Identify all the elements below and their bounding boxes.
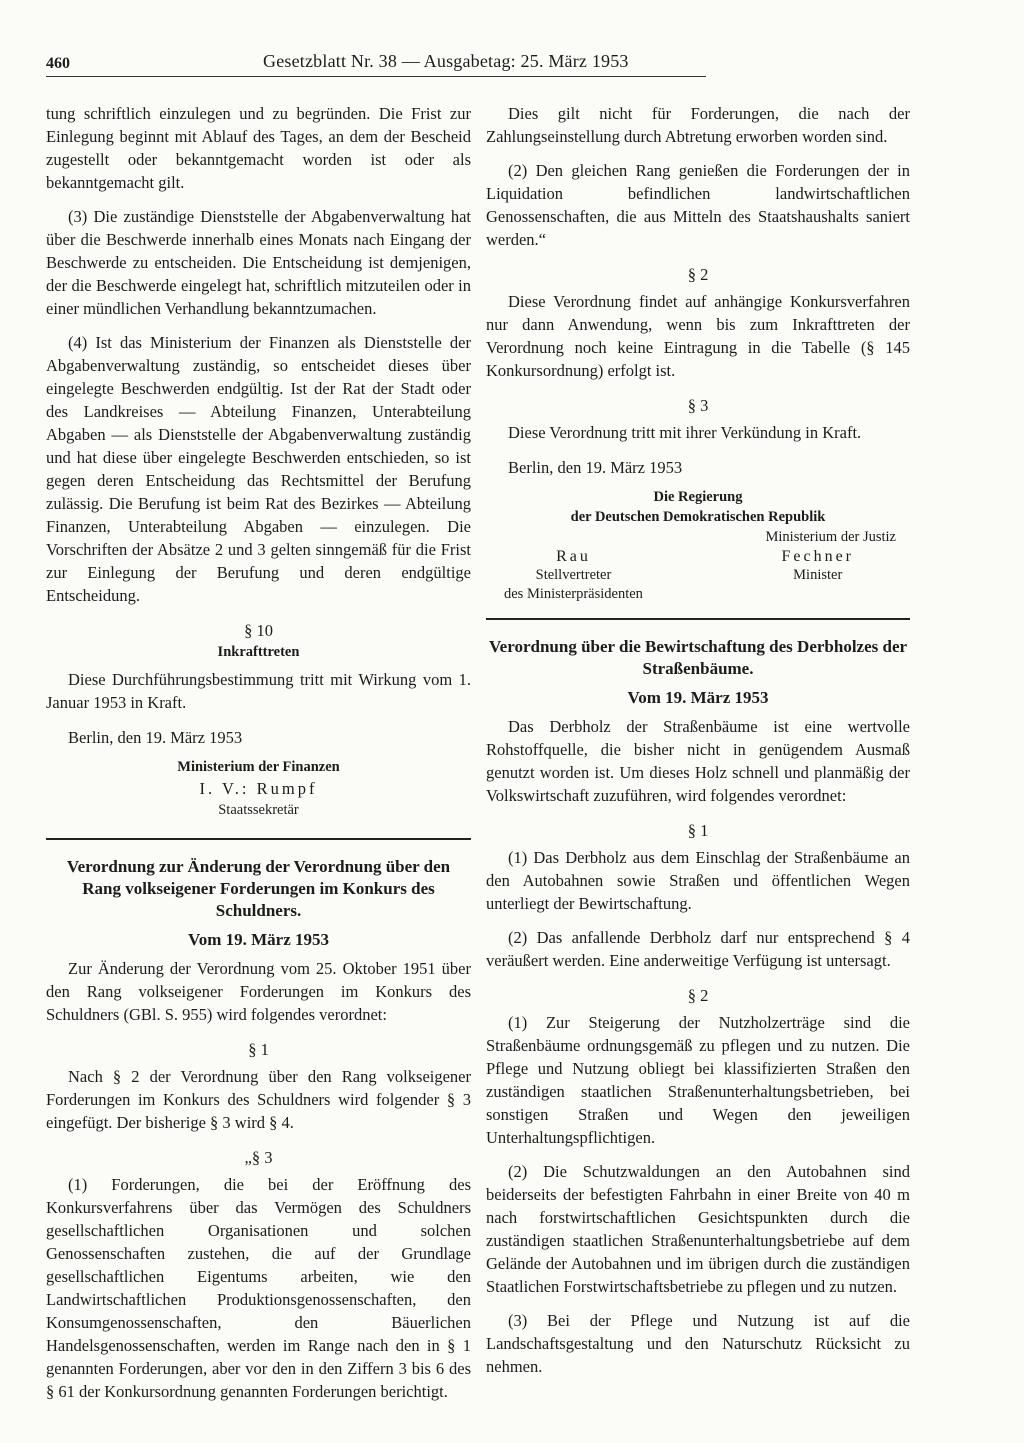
- page-header: [46, 46, 706, 77]
- government-line: der Deutschen Demokratischen Republik: [570, 509, 826, 525]
- page-number: 460: [46, 55, 70, 72]
- decree-date: Vom 19. März 1953: [187, 930, 329, 949]
- paragraph: Zur Änderung der Verordnung vom 25. Oktober 1951 über den Rang volkseigener Forderungen im Konkurs des Schuldners (GBl. S. 955) wird folgendes verordnet:: [46, 959, 471, 1024]
- paragraph: (2) Das anfallende Derbholz darf nur entsprechend § 4 veräußert werden. Eine anderweitige Verfügung ist untersagt.: [486, 928, 910, 970]
- paragraph: (2) Die Schutzwaldungen an den Autobahnen sind beiderseits der befestigten Fahrbahn in einer Breite von 40 m nach forstwirtschaftlichen Gesichtspunkten durch die zuständigen staatlichen Straßenunterhaltungsbetriebe auf dem Gelände der Autobahnen und im übrigen durch die zuständigen Staatlichen Forstwirtschaftsbetriebe zu pflegen und zu nutzen.: [486, 1162, 910, 1296]
- paragraph: (4) Ist das Ministerium der Finanzen als Dienststelle der Abgabenverwaltung zuständig, so entscheidet dieses über eingelegte Beschwerden endgültig. Ist der Rat der Stadt oder des Landkreises — Abteilung Finanzen, Unterabteilung Abgaben — als Dienststelle der Abgabenverwaltung zuständig und hat diese über eingelegte Beschwerden entschieden, so ist gegen deren Entscheidung das Rechtsmittel der Berufung zulässig. Die Berufung ist beim Rat des Bezirkes — Abteilung Finanzen, Unterabteilung Abgaben — einzulegen. Die Vorschriften der Absätze 2 und 3 gelten sinngemäß für die Frist zur Einlegung der Berufung und deren endgültige Entscheidung.: [46, 333, 471, 605]
- divider: [46, 838, 471, 840]
- section-heading: „§ 3: [244, 1148, 273, 1167]
- decree-title: Verordnung zur Änderung der Verordnung über den Rang volkseigener Forderungen im Konkurs des Schuldners.: [66, 857, 451, 920]
- paragraph: Diese Durchführungsbestimmung tritt mit Wirkung vom 1. Januar 1953 in Kraft.: [46, 670, 471, 712]
- section-heading: § 3: [687, 396, 709, 415]
- section-heading: § 2: [687, 265, 709, 284]
- paragraph: Nach § 2 der Verordnung über den Rang volkseigener Forderungen im Konkurs des Schuldners wird folgender § 3 eingefügt. Der bisherige § 3 wird § 4.: [46, 1067, 471, 1132]
- paragraph: (2) Den gleichen Rang genießen die Forderungen der in Liquidation befindlichen landwirtschaftlichen Genossenschaften, die aus Mitteln des Staatshaushalts saniert werden.“: [486, 161, 910, 249]
- signatories: [486, 547, 910, 604]
- justice-ministry: Ministerium der Justiz: [765, 529, 896, 545]
- right-column: [486, 102, 910, 1378]
- paragraph: (1) Das Derbholz aus dem Einschlag der Straßenbäume an den Autobahnen sowie Straßen und öffentlichen Wegen unterliegt der Bewirtschaftung.: [486, 848, 910, 913]
- signer-name: Fechner: [781, 548, 854, 565]
- signer-title: Staatssekretär: [218, 802, 299, 818]
- signatory-deputy: [504, 547, 643, 604]
- paragraph: tung schriftlich einzulegen und zu begründen. Die Frist zur Einlegung beginnt mit Ablauf des Tages, an dem der Bescheid zugestellt oder bekanntgemacht worden ist oder als bekanntgemacht gilt.: [46, 104, 471, 192]
- running-head: Gesetzblatt Nr. 38 — Ausgabetag: 25. März 1953: [263, 51, 629, 71]
- paragraph: Diese Verordnung tritt mit ihrer Verkündung in Kraft.: [508, 423, 862, 442]
- section-title: Inkrafttreten: [217, 644, 300, 660]
- signer-title: Stellvertreter: [535, 567, 612, 583]
- section-heading: § 2: [687, 986, 709, 1005]
- paragraph: Dies gilt nicht für Forderungen, die nach der Zahlungseinstellung durch Abtretung erworben worden sind.: [486, 104, 910, 146]
- signer-name: Rau: [556, 548, 591, 565]
- paragraph: Das Derbholz der Straßenbäume ist eine wertvolle Rohstoffquelle, die bisher nicht in genügendem Ausmaß genutzt worden ist. Um dieses Holz schnell und planmäßig der Volkswirtschaft zuzuführen, wird folgendes verordnet:: [486, 717, 910, 805]
- signatory-minister: [781, 547, 854, 604]
- paragraph: (3) Bei der Pflege und Nutzung ist auf die Landschaftsgestaltung und den Naturschutz Rücksicht zu nehmen.: [486, 1311, 910, 1376]
- place-date: Berlin, den 19. März 1953: [508, 458, 683, 477]
- paragraph: (1) Forderungen, die bei der Eröffnung des Konkursverfahrens über das Vermögen des Schuldners gesellschaftlichen Organisationen und solchen Genossenschaften zustehen, die auf der Grundlage gesellschaftlichen Eigentums arbeiten, wie den Landwirtschaftlichen Produktionsgenossenschaften, den Konsumgenossenschaften, den Bäuerlichen Handelsgenossenschaften, werden im Range nach den in § 1 genannten Forderungen, aber vor den in den Ziffern 3 bis 6 des § 61 der Konkursordnung genannten Forderungen berichtigt.: [46, 1175, 471, 1401]
- section-heading: § 1: [687, 821, 709, 840]
- divider: [486, 618, 910, 620]
- signer-name: I. V.: Rumpf: [199, 779, 318, 798]
- ministry-name: Ministerium der Finanzen: [177, 759, 340, 775]
- left-column: [46, 102, 471, 1403]
- government-line: Die Regierung: [653, 489, 743, 505]
- section-heading: § 1: [248, 1040, 269, 1059]
- place-date: Berlin, den 19. März 1953: [68, 728, 243, 747]
- decree-date: Vom 19. März 1953: [627, 688, 769, 707]
- paragraph: Diese Verordnung findet auf anhängige Konkursverfahren nur dann Anwendung, wenn bis zum Inkrafttreten der Verordnung noch keine Eintragung in die Tabelle (§ 145 Konkursordnung) erfolgt ist.: [486, 292, 910, 380]
- signer-title: Minister: [793, 567, 843, 583]
- paragraph: (3) Die zuständige Dienststelle der Abgabenverwaltung hat über die Beschwerde innerhalb eines Monats nach Eingang der Beschwerde zu entscheiden. Die Entscheidung ist demjenigen, der die Beschwerde eingelegt hat, schriftlich mitzuteilen oder in einer mündlichen Verhandlung bekanntzumachen.: [46, 207, 471, 318]
- signer-title: des Ministerpräsidenten: [504, 586, 643, 602]
- section-heading: § 10: [244, 621, 273, 640]
- decree-title: Verordnung über die Bewirtschaftung des Derbholzes der Straßenbäume.: [488, 637, 908, 678]
- paragraph: (1) Zur Steigerung der Nutzholzerträge sind die Straßenbäume ordnungsgemäß zu pflegen und zu nutzen. Die Pflege und Nutzung obliegt bei klassifizierten Straßen den zuständigen staatlichen Straßenunterhaltungsbetrieben, bei sonstigen Straßen und Wegen den jeweiligen Unterhaltungspflichtigen.: [486, 1013, 910, 1147]
